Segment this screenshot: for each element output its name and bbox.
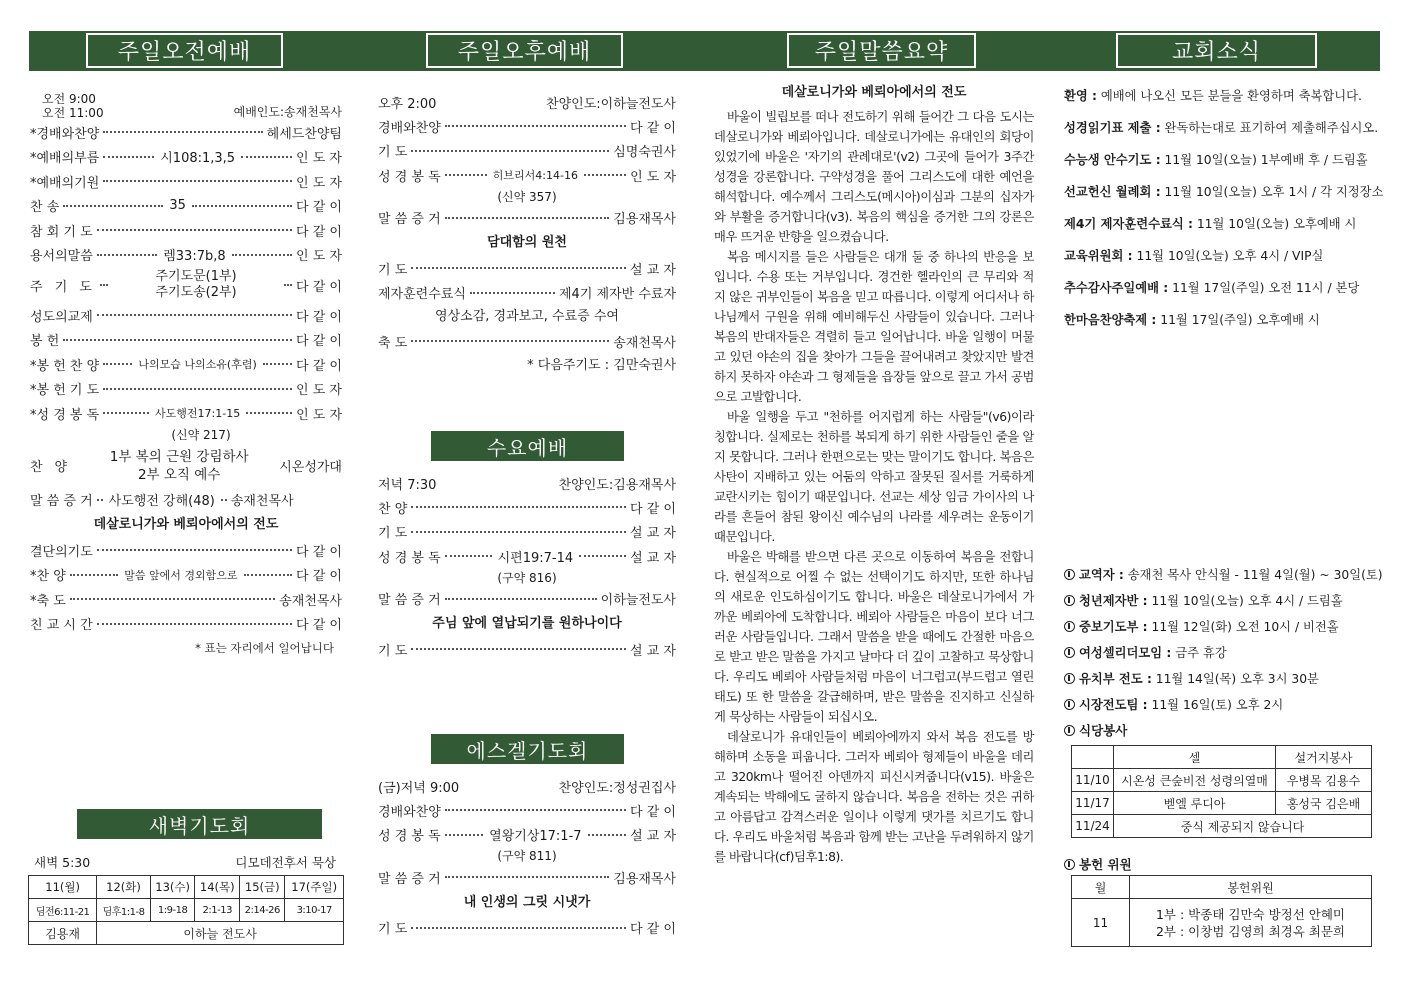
news-item: 환영 : 예배에 나오신 모든 분들을 환영하며 축복합니다. [1064,89,1362,103]
esk-row: 성 경 봉 독 열왕기상17:1-7 설 교 자 [378,829,677,845]
ezekiel-order: (금)저녁 9:00 찬양인도:정성권집사 경배와찬양 다 같 이 성 경 봉 독 열왕기상17:1-7 설 교 자 (구약 811) 말 씀 증 거 김용재목사 내 인생의 그릿 시냇가 기 도 다 같 이 [378,774,676,940]
wednesday-title: 수요예배 [431,431,624,461]
pm-sermon-row: 말 씀 증 거 김용재목사 [378,212,676,228]
am-leader: 예배인도:송재천목사 [233,105,342,119]
am-row: 성도의교제 다 같 이 [30,309,342,325]
pm-row: 경배와찬양 다 같 이 [378,120,676,136]
news-item: 중보기도부 : 11월 12일(화) 오전 10시 / 비전홀 [1064,617,1384,643]
dawn-day: 12(화) [97,876,151,899]
am-row: 친 교 시 간 다 같 이 [30,618,342,634]
dawn-info: 새벽 5:30 디모데전후서 묵상 [34,855,336,870]
header-sunday-morning: 주일오전예배 [86,33,283,68]
am-row: 결단의기도 다 같 이 [30,544,342,560]
sunday-morning-order [30,88,342,656]
pm-bless-row: 축 도 송재천목사 [378,335,676,351]
sermon-paragraph: 복음 메시지를 들은 사람들은 대개 둘 중 하나의 반응을 보입니다. 수용 또는 거부입니다. 경건한 헬라인의 큰 무리와 적지 않은 귀부인들이 복음을 믿고 따릅니다. 이렇게 어디서나 하나님께서 구원을 위해 예비해두신 사람들이 있습니다. 그러나 복음의 반대자들은 격렬히 들고 일어납니다. 바울 일행이 머물고 있던 야손의 집을 찾아가 그들을 끌어내려고 찾았지만 발견하지 못하자 야손과 그 형제들을 읍장들 앞으로 끌고 가서 공범으로 고발합니다. [714,250,1034,404]
news-item: 청년제자반 : 11월 10일(오늘) 오후 4시 / 드림홀 [1064,591,1384,617]
meal-service-table: 셀 설거지봉사 11/10 시온성 큰숲비전 성령의열매 우병목 김용수 11/17 벧엘 루디아 홍성국 김은배 11/24 중식 제공되지 않습니다 [1071,745,1372,838]
am-row: *경배와찬양 헤세드찬양팀 [30,126,342,142]
dawn-day: 15(금) [240,876,285,899]
sunday-afternoon-order: 오후 2:00 찬양인도:이하늘전도사 경배와찬양 다 같 이 기 도 심명숙권사 성 경 봉 독 히브리서4:14-16 인 도 자 (신약 357) 말 씀 증 거 김용재목사 담대함의 원천 기 도 설 교 자 제자훈련수료식 제4기 제자반 수료자 영상소감, 경과보고, 수료증 수여 축 도 송재천목사 * 다음주기도 : 김만숙권사 [378,90,676,378]
am-row: 찬 송 35 다 같 이 [30,198,342,216]
sermon-paragraph: 데살로니가 유대인들이 베뢰아에까지 와서 복음 전도를 방해하며 소동을 피웁니다. 그러자 베뢰아 형제들이 바울을 데리고 320km나 떨어진 아덴까지 피신시켜줍니다(v15). 바울은 계속되는 박해에도 굴하지 않습니다. 복음을 전하는 것은 귀하고 아름답고 감격스러운 일이나 이렇게 댓가를 치르기도 합니다. 우리도 바울처럼 복음과 함께 받는 고난을 두려워하지 않기를 바랍니다(cf)딤후1:8). [714,730,1034,864]
news-list [1064,86,1384,342]
news-list-2 [1064,565,1384,721]
wed-row: 찬 양 다 같 이 [378,501,676,517]
news-item: 여성셀리더모임 : 금주 휴강 [1064,643,1384,669]
am-row: *찬 양 말씀 앞에서 경외함으로 다 같 이 [30,568,342,585]
news-item: 제4기 제자훈련수료식 : 11월 10일(오늘) 오후예배 시 [1064,217,1357,231]
dawn-prayer-title: 새벽기도회 [77,809,322,839]
dawn-text: 딤후1:1-8 [97,899,151,922]
dawn-text: 2:14-26 [240,899,285,922]
flower-icon [1064,673,1075,684]
am-row: 봉 헌 다 같 이 [30,334,342,350]
pm-row: 기 도 심명숙권사 [378,145,676,161]
ezekiel-title: 에스겔기도회 [431,734,624,764]
header-sermon-summary: 주일말씀요약 [787,33,976,68]
flower-icon [1064,859,1075,870]
am-row: *축 도 송재천목사 [30,593,342,609]
offering-committee-table: 월 봉헌위원 11 1부 : 박종태 김만숙 방정선 안혜미 2부 : 이창범 김영희 최경옥 최문희 [1071,875,1372,947]
header-sunday-afternoon: 주일오후예배 [426,33,623,68]
am-time-1: 오전 9:00 [42,92,96,106]
dawn-day: 14(목) [195,876,240,899]
am-row: *성 경 봉 독 사도행전17:1-15 인 도 자 [30,407,343,423]
flower-icon [1064,725,1075,736]
wed-prayer-row: 기 도 설 교 자 [378,643,676,659]
flower-icon [1064,595,1075,606]
news-item: 유치부 전도 : 11월 14일(목) 오후 3시 30분 [1064,669,1384,695]
news-item: 수능생 안수기도 : 11월 10일(오늘) 1부예배 후 / 드림홀 [1064,153,1368,167]
flower-icon [1064,647,1075,658]
dawn-day: 17(주일) [285,876,344,899]
am-row: *봉 헌 찬 양 나의모습 나의소유(후렴) 다 같 이 [30,358,342,374]
am-lords-prayer-row: 주 기 도 주기도문(1부) 주기도송(2부) 다 같 이 [30,269,342,300]
dawn-text: 딤전6:11-21 [29,899,97,922]
dawn-text: 2:1-13 [195,899,240,922]
news-item: 선교헌신 월례회 : 11월 10일(오늘) 오후 1시 / 각 지정장소 [1064,185,1384,199]
am-row: 참 회 기 도 다 같 이 [30,224,342,240]
meal-row: 11/24 중식 제공되지 않습니다 [1072,815,1372,838]
am-standing-note: * 표는 자리에서 일어납니다 [195,641,334,655]
am-row: 용서의말씀 렘33:7b,8 인 도 자 [30,249,342,265]
am-sermon-row: 말 씀 증 거 사도행전 강해(48) 송재천목사 [30,494,294,510]
wed-row: 성 경 봉 독 시편19:7-14 설 교 자 [378,550,677,566]
news-item: 한마음찬양축제 : 11월 17일(주일) 오후예배 시 [1064,313,1320,327]
flower-icon [1064,569,1075,580]
offering-committee-title: 봉헌 위원 [1064,855,1132,873]
am-sermon-title: 데살로니가와 베뢰아에서의 전도 [93,517,279,532]
news-item: 교역자 : 송재천 목사 안식월 - 11월 4일(월) ~ 30일(토) [1064,565,1384,591]
dawn-text: 3:10-17 [285,899,344,922]
am-reading-sub: (신약 217) [171,427,231,442]
pm-next-prayer: * 다음주기도 : 김만숙권사 [527,357,676,373]
wed-sermon-row: 말 씀 증 거 이하늘전도사 [378,593,676,609]
flower-icon [1064,621,1075,632]
am-row: *봉 헌 기 도 인 도 자 [30,383,342,399]
dawn-text: 1:9-18 [150,899,195,922]
meal-service-title: 식당봉사 [1064,721,1127,739]
sermon-paragraph: 바울이 빌립보를 떠나 전도하기 위해 들어간 그 다음 도시는 데살로니가와 베뢰아입니다. 데살로니가에는 유대인의 회당이 있었기에 바울은 '자기의 관례대로'(v2) 그곳에 들어가 3주간 성경을 강론합니다. 구약성경을 풀어 그리스도에 대한 예언을 해석합니다. 예수께서 그리스도(메시아)이심과 그분의 십자가와 부활을 증거합니다(v3). 복음의 핵심을 증거한 그의 강론은 매우 뜨거운 반향을 일으켰습니다. [714,110,1034,244]
pm-prayer-row: 기 도 설 교 자 [378,262,676,278]
pm-row: 성 경 봉 독 히브리서4:14-16 인 도 자 [378,169,677,185]
sermon-summary-title: 데살로니가와 베뢰아에서의 전도 [781,85,967,100]
am-time-2: 오전 11:00 [42,106,104,120]
sermon-paragraph: 바울 일행을 두고 "천하를 어지럽게 하는 사람들"(v6)이라 칭합니다. 실제로는 천하를 복되게 하기 위한 사람들인 줄을 알지 못합니다. 그러나 한편으로는 맞는 말이기도 합니다. 복음은 사탄이 지배하고 있는 어둠의 악하고 잘못된 질서를 거룩하게 교란시키는 힘이기 때문입니다. 선교는 세상 임금 가이사의 나라를 흔들어 참된 왕이신 예수님의 나라를 세우려는 운동이기 때문입니다. [714,410,1034,544]
news-item: 성경읽기표 제출 : 완독하는대로 표기하여 제출해주십시오. [1064,121,1379,135]
am-choir-row: 찬양 1부 복의 근원 강림하사 2부 오직 예수 시온성가대 [30,448,342,483]
esk-prayer-row: 기 도 다 같 이 [378,922,676,938]
dawn-day: 11(월) [29,876,97,899]
meal-row: 11/17 벧엘 루디아 홍성국 김은배 [1072,792,1372,815]
dawn-schedule-table: 11(월) 12(화) 13(수) 14(목) 15(금) 17(주일) 딤전6:11-21 딤후1:1-8 1:9-18 2:1-13 2:14-26 3:10-17 김용재 이하늘 전도사 [28,875,344,945]
meal-row: 11/10 시온성 큰숲비전 성령의열매 우병목 김용수 [1072,769,1372,792]
wed-row: 기 도 설 교 자 [378,526,676,542]
news-item: 추수감사주일예배 : 11월 17일(주일) 오전 11시 / 본당 [1064,281,1360,295]
am-row: *예배의기원 인 도 자 [30,175,342,191]
wednesday-order: 저녁 7:30 찬양인도:김용재목사 찬 양 다 같 이 기 도 설 교 자 성 경 봉 독 시편19:7-14 설 교 자 (구약 816) 말 씀 증 거 이하늘전도사 주님 앞에 열납되기를 원하나이다 기 도 설 교 자 [378,471,676,662]
sermon-paragraph: 바울은 박해를 받으면 다른 곳으로 이동하여 복음을 전합니다. 현실적으로 어찔 수 없는 선택이기도 하지만, 또한 하나님의 새로운 인도하심이기도 합니다. 바울은 데살로니가에서 가까운 베뢰아에 도착합니다. 베뢰아 사람들은 마음이 보다 너그러운 사람들입니다. 그래서 말씀을 받을 때에도 간절한 마음으로 받고 받은 말씀을 가지고 날마다 더 깊이 고찰하고 묵상합니다. 우리도 베뢰아 사람들처럼 마음이 너그럽고(부드럽고 열린 태도) 또 한 말씀을 갈급해하며, 받은 말씀을 진지하고 신실하게 묵상하는 사람들이 되십시오. [714,550,1034,724]
header-church-news: 교회소식 [1116,33,1317,68]
esk-row: 경배와찬양 다 같 이 [378,804,676,820]
dawn-day: 13(수) [150,876,195,899]
pm-grad-row: 제자훈련수료식 제4기 제자반 수료자 [378,287,676,303]
am-row: *예배의부름 시108:1,3,5 인 도 자 [30,151,342,167]
flower-icon [1064,699,1075,710]
esk-sermon-row: 말 씀 증 거 김용재목사 [378,871,676,887]
sermon-summary [714,83,1034,867]
news-item: 교육위원회 : 11월 10일(오늘) 오후 4시 / VIP실 [1064,249,1324,263]
news-item: 시장전도팀 : 11월 16일(토) 오후 2시 [1064,695,1384,721]
